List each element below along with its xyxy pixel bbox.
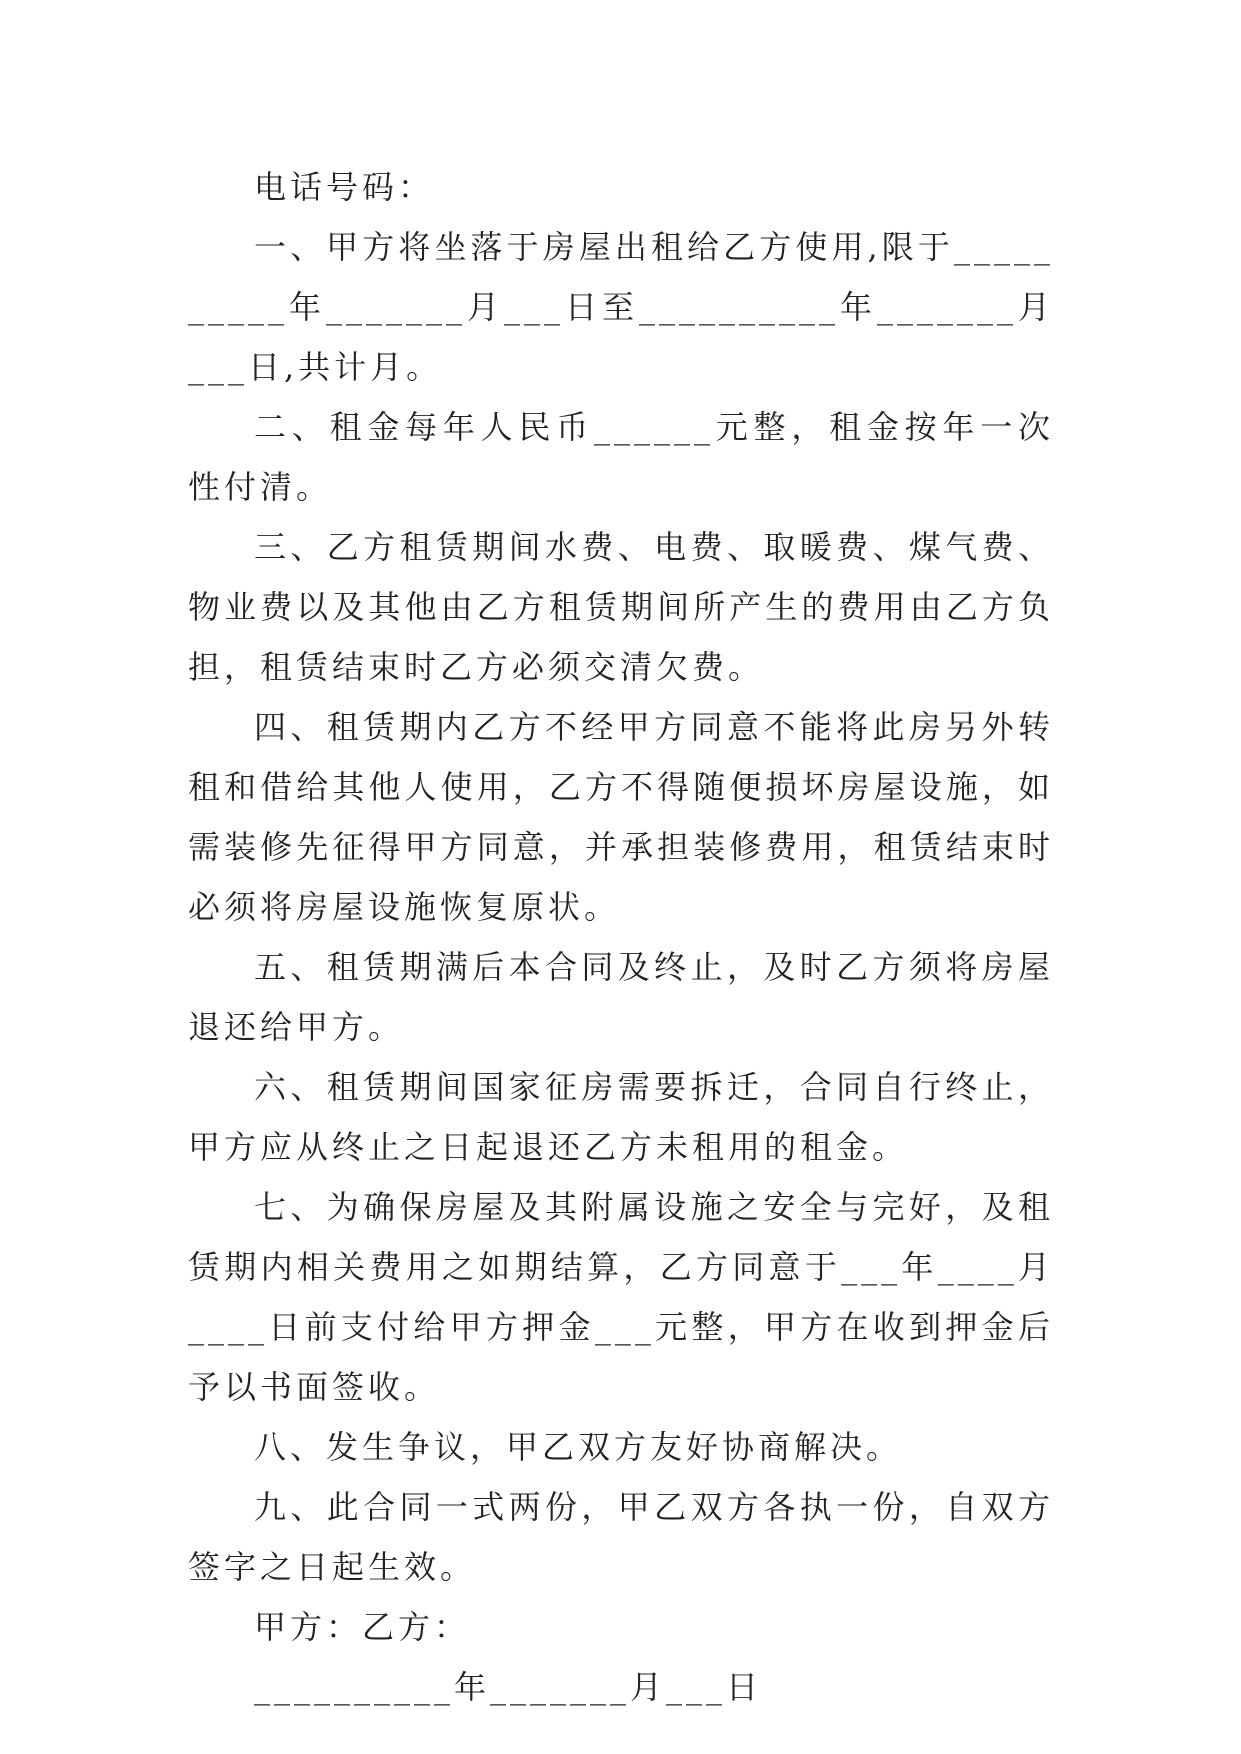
clause-7-deposit: 七、为确保房屋及其附属设施之安全与完好，及租赁期内相关费用之如期结算，乙方同意于___年____月____日前支付给甲方押金___元整，甲方在收到押金后予以书面签收。 — [188, 1188, 1054, 1406]
clause-9-copies: 九、此合同一式两份，甲乙双方各执一份，自双方签字之日起生效。 — [188, 1488, 1054, 1586]
clause-4-sublease-renovation: 四、租赁期内乙方不经甲方同意不能将此房另外转租和借给其他人使用，乙方不得随便损坏房屋设施，如需装修先征得甲方同意，并承担装修费用，租赁结束时必须将房屋设施恢复原状。 — [188, 708, 1054, 926]
signature-date: __________年_______月___日 — [254, 1668, 763, 1706]
clause-8-disputes: 八、发生争议，甲乙双方友好协商解决。 — [254, 1428, 903, 1466]
clause-5-expiry: 五、租赁期满后本合同及终止，及时乙方须将房屋退还给甲方。 — [188, 948, 1054, 1046]
clause-1-lease-period: 一、甲方将坐落于房屋出租给乙方使用,限于__________年_______月___日至__________年_______月___日,共计月。 — [188, 228, 1054, 386]
document-body — [188, 157, 1054, 1717]
clause-2-rent: 二、租金每年人民币______元整，租金按年一次性付清。 — [188, 408, 1054, 506]
clause-6-demolition: 六、租赁期间国家征房需要拆迁，合同自行终止，甲方应从终止之日起退还乙方未租用的租金。 — [188, 1068, 1054, 1166]
signature-parties: 甲方：乙方： — [254, 1608, 471, 1646]
phone-number-line: 电话号码： — [254, 168, 435, 206]
clause-3-fees: 三、乙方租赁期间水费、电费、取暖费、煤气费、物业费以及其他由乙方租赁期间所产生的费用由乙方负担，租赁结束时乙方必须交清欠费。 — [188, 528, 1054, 686]
